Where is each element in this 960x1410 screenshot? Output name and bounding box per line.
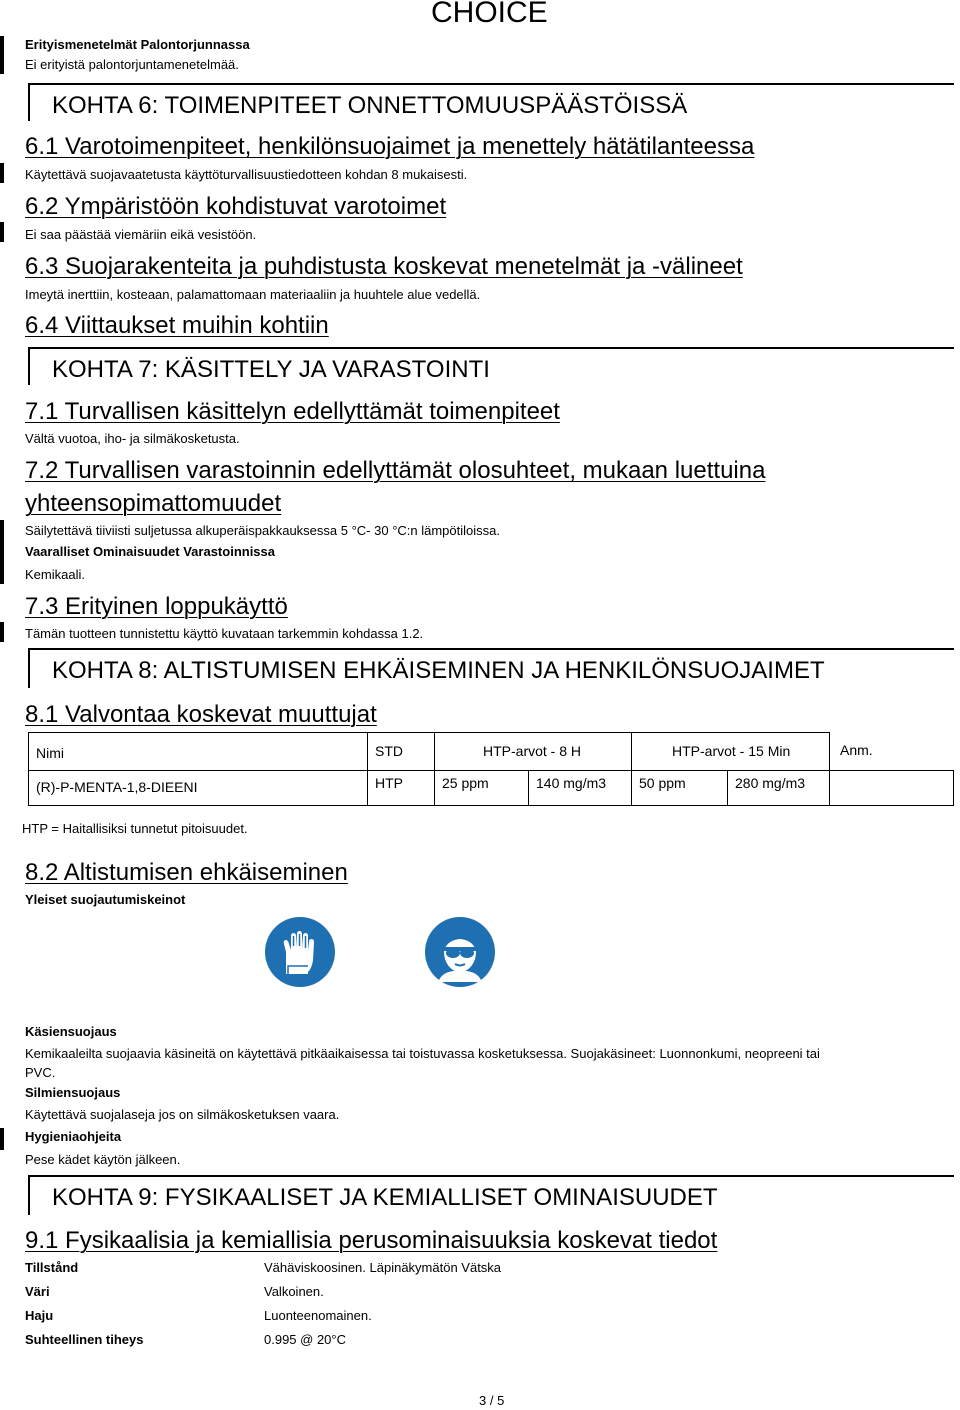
table-cell-15min-mg: 280 mg/m3 [727,770,829,806]
page-title: CHOICE [431,0,548,29]
section-8-title: KOHTA 8: ALTISTUMISEN EHKÄISEMINEN JA HENKILÖNSUOJAIMET [52,657,825,684]
subsection-6-1-text: Käytettävä suojavaatetusta käyttöturvallisuustiedotteen kohdan 8 mukaisesti. [25,167,468,182]
section-7-header [28,347,954,385]
property-value: Vähäviskoosinen. Läpinäkymätön Vätska [264,1260,502,1275]
property-value: Luonteenomainen. [264,1308,372,1323]
section-9-header [28,1175,954,1215]
subsection-7-2-title: 7.2 Turvallisen varastoinnin edellyttämät olosuhteet, mukaan luettuina [25,457,766,484]
property-value: Valkoinen. [264,1284,324,1299]
table-cell-std: HTP [367,770,434,806]
section-8-header [28,648,954,688]
page-number: 3 / 5 [479,1393,505,1408]
general-protection-heading: Yleiset suojautumiskeinot [25,892,186,907]
fire-heading: Erityismenetelmät Palontorjunnassa [25,37,250,52]
revision-bar [0,36,4,74]
eye-protection-heading: Silmiensuojaus [25,1085,121,1100]
subsection-8-2-title: 8.2 Altistumisen ehkäiseminen [25,859,348,886]
subsection-8-1-title: 8.1 Valvontaa koskevat muuttujat [25,701,377,728]
fire-text: Ei erityistä palontorjuntamenetelmää. [25,57,239,72]
subsection-9-1-title: 9.1 Fysikaalisia ja kemiallisia perusominaisuuksia koskevat tiedot [25,1227,718,1254]
property-label: Tillstånd [25,1260,79,1275]
table-header-15min: HTP-arvot - 15 Min [631,732,829,770]
section-6-title: KOHTA 6: TOIMENPITEET ONNETTOMUUSPÄÄSTÖISSÄ [52,92,688,119]
subsection-7-3-title: 7.3 Erityinen loppukäyttö [25,593,288,620]
revision-bar [0,222,4,242]
hygiene-heading: Hygieniaohjeita [25,1129,122,1144]
subsection-7-1-text: Vältä vuotoa, iho- ja silmäkosketusta. [25,431,240,446]
property-value: 0.995 @ 20°C [264,1332,346,1347]
hand-protection-text-cont: PVC. [25,1065,56,1080]
table-cell-note [829,770,954,806]
section-7-title: KOHTA 7: KÄSITTELY JA VARASTOINTI [52,356,490,383]
revision-bar [0,520,4,584]
subsection-7-2-text: Säilytettävä tiiviisti suljetussa alkuperäispakkauksessa 5 °C- 30 °C:n lämpötiloissa. [25,523,500,538]
gloves-pictogram-icon [264,916,336,988]
subsection-6-1-title: 6.1 Varotoimenpiteet, henkilönsuojaimet ja menettely hätätilanteessa [25,133,755,160]
property-label: Suhteellinen tiheys [25,1332,144,1347]
table-header-8h: HTP-arvot - 8 H [434,732,631,770]
table-header-std: STD [367,732,434,770]
section-9-title: KOHTA 9: FYSIKAALISET JA KEMIALLISET OMINAISUUDET [52,1184,718,1211]
subsection-6-3-title: 6.3 Suojarakenteita ja puhdistusta koskevat menetelmät ja -välineet [25,253,743,280]
subsection-7-3-text: Tämän tuotteen tunnistettu käyttö kuvataan tarkemmin kohdassa 1.2. [25,626,424,641]
revision-bar [0,163,4,183]
revision-bar [0,622,4,642]
table-header-name: Nimi [28,732,367,770]
table-cell-15min-ppm: 50 ppm [631,770,727,806]
table-cell-8h-mg: 140 mg/m3 [528,770,631,806]
hand-protection-heading: Käsiensuojaus [25,1024,117,1039]
subsection-6-3-text: Imeytä inerttiin, kosteaan, palamattomaan materiaaliin ja huuhtele alue vedellä. [25,287,481,302]
hygiene-text: Pese kädet käytön jälkeen. [25,1152,181,1167]
eye-protection-text: Käytettävä suojalaseja jos on silmäkosketuksen vaara. [25,1107,340,1122]
hazard-text: Kemikaali. [25,567,85,582]
revision-bar [0,1128,4,1150]
table-cell-8h-ppm: 25 ppm [434,770,528,806]
subsection-7-1-title: 7.1 Turvallisen käsittelyn edellyttämät toimenpiteet [25,398,560,425]
section-6-header [28,83,954,121]
subsection-7-2-title-cont: yhteensopimattomuudet [25,490,282,517]
subsection-6-2-text: Ei saa päästää viemäriin eikä vesistöön. [25,227,257,242]
property-label: Väri [25,1284,50,1299]
hazard-heading: Vaaralliset Ominaisuudet Varastoinnissa [25,544,275,559]
hand-protection-text: Kemikaaleilta suojaavia käsineitä on käytettävä pitkäaikaisessa tai toistuvassa kosketuksessa. Suojakäsineet: Luonnonkumi, neopreeni tai [25,1046,820,1061]
subsection-6-4-title: 6.4 Viittaukset muihin kohtiin [25,312,329,339]
table-cell-name: (R)-P-MENTA-1,8-DIEENI [28,770,367,806]
subsection-6-2-title: 6.2 Ympäristöön kohdistuvat varotoimet [25,193,447,220]
table-header-anm: Anm. [829,732,840,770]
table-footnote: HTP = Haitallisiksi tunnetut pitoisuudet. [22,821,248,836]
property-label: Haju [25,1308,54,1323]
goggles-pictogram-icon [424,916,496,988]
